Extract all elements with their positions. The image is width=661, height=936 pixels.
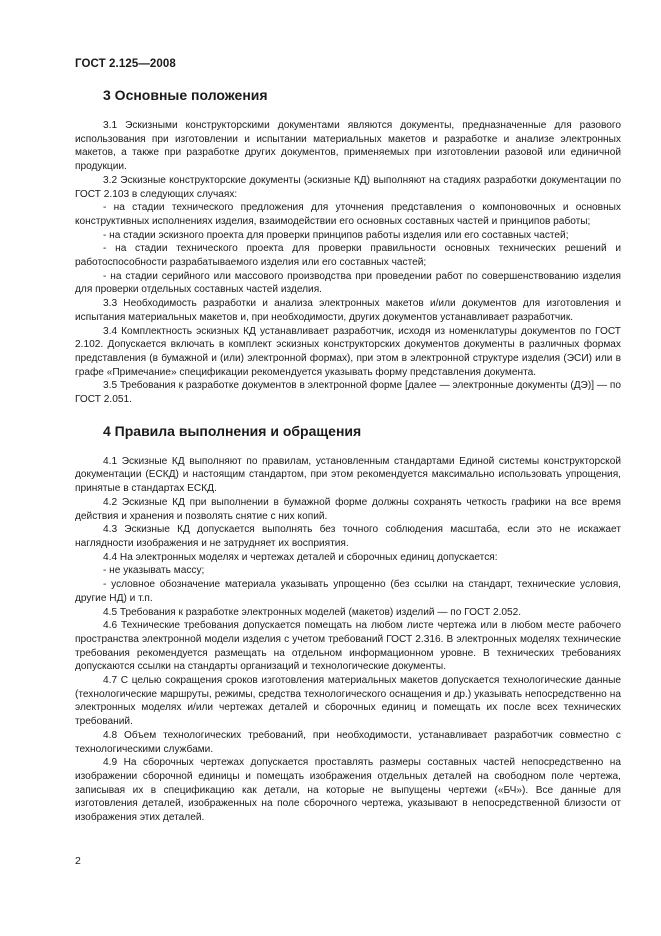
paragraph: 4.3 Эскизные КД допускается выполнять без точного соблюдения масштаба, если это не искажает наглядности изображения и не затрудняет их восприятия. [75, 524, 621, 549]
list-item: - на стадии технического предложения для уточнения представления о компоновочных и основных конструктивных исполнениях изделия, взаимодействии его основных составных частей и принципов работы; [75, 202, 621, 227]
paragraph: 3.3 Необходимость разработки и анализа электронных макетов и/или документов для изготовления и испытания материальных макетов и, при необходимости, других документов устанавливает разработчик. [75, 298, 621, 323]
paragraph: 3.2 Эскизные конструкторские документы (эскизные КД) выполняют на стадиях разработки документации по ГОСТ 2.103 в следующих случаях: [75, 174, 621, 200]
paragraph: 4.8 Объем технологических требований, при необходимости, устанавливает разработчик совместно с технологическими службами. [75, 729, 621, 755]
list-item: - на стадии эскизного проекта для проверки принципов работы изделия или его составных частей; [103, 229, 569, 241]
page-number: 2 [75, 855, 81, 867]
paragraph: 4.2 Эскизные КД при выполнении в бумажной форме должны сохранять четкость графики на все время действия и хранения и позволять снятие с них копий. [75, 496, 621, 522]
paragraph: 3.1 Эскизными конструкторскими документами являются документы, предназначенные для разового использования при изготовлении и испытании материальных макетов и разработке и анализе электронных макетов, а также при разработке других документов, применяемых при изготовлении разовой или единичной продукции. [75, 120, 621, 173]
paragraph: 4.1 Эскизные КД выполняют по правилам, установленным стандартами Единой системы конструкторской документации (ЕСКД) и настоящим стандартом, при этом рекомендуется максимально использовать упрощения, принятые в стандартах ЕСКД. [75, 455, 621, 495]
paragraph: 4.5 Требования к разработке электронных моделей (макетов) изделий — по ГОСТ 2.052. [103, 606, 522, 618]
list-item: - на стадии серийного или массового производства при проведении работ по совершенствованию изделия для проверки отдельных составных частей изделия. [75, 270, 621, 296]
section-4-heading: 4 Правила выполнения и обращения [103, 422, 362, 439]
list-item: - не указывать массу; [103, 565, 205, 577]
paragraph: 4.6 Технические требования допускается помещать на любом листе чертежа или в любом месте рабочего пространства электронной модели изделия с учетом требований ГОСТ 2.316. В электронных моделях технические требования рекомендуется размещать на отдельном информационном уровне. В технических требованиях допускаются ссылки на стандарты организаций и технологические документы. [75, 620, 621, 673]
document-code-header: ГОСТ 2.125—2008 [75, 58, 176, 70]
list-item: - условное обозначение материала указывать упрощенно (без ссылки на стандарт, технические условия, другие НД) и т.п. [75, 579, 621, 604]
section-3-body [75, 119, 621, 407]
paragraph: 4.9 На сборочных чертежах допускается проставлять размеры составных частей непосредственно на изображении сборочной единицы и помещать изображения отдельных деталей на свободном поле чертежа, записывая их в спецификацию как детали, на которые не выпущены чертежи («БЧ»). Все данные для изготовления деталей, изображенных на поле сборочного чертежа, указывают в непосредственной близости от изображения этих деталей. [75, 757, 621, 824]
section-3-heading: 3 Основные положения [103, 87, 268, 103]
paragraph: 4.4 На электронных моделях и чертежах деталей и сборочных единиц допускается: [103, 551, 498, 563]
section-4-body [75, 455, 621, 825]
list-item: - на стадии технического проекта для проверки правильности основных технических решений и работоспособности разрабатываемого изделия или его составных частей; [75, 243, 621, 269]
paragraph: 3.5 Требования к разработке документов в электронной форме [далее — электронные документы (ДЭ)] — по ГОСТ 2.051. [75, 380, 621, 406]
paragraph: 4.7 С целью сокращения сроков изготовления материальных макетов допускается технологические данные (технологические маршруты, режимы, средства технологического оснащения и др.) указывать непосредственно на электронных моделях и/или чертежах деталей и сборочных единиц и помещать их после всех технических требований. [75, 675, 621, 728]
paragraph: 3.4 Комплектность эскизных КД устанавливает разработчик, исходя из номенклатуры документов по ГОСТ 2.102. Допускается включать в комплект эскизных конструкторских документов документы в различных формах представления (в бумажной и (или) электронной формах), при этом в электронной структуре изделия (ЭСИ) или в графе «Примечание» спецификации рекомендуется указывать форму представления документа. [75, 325, 621, 378]
